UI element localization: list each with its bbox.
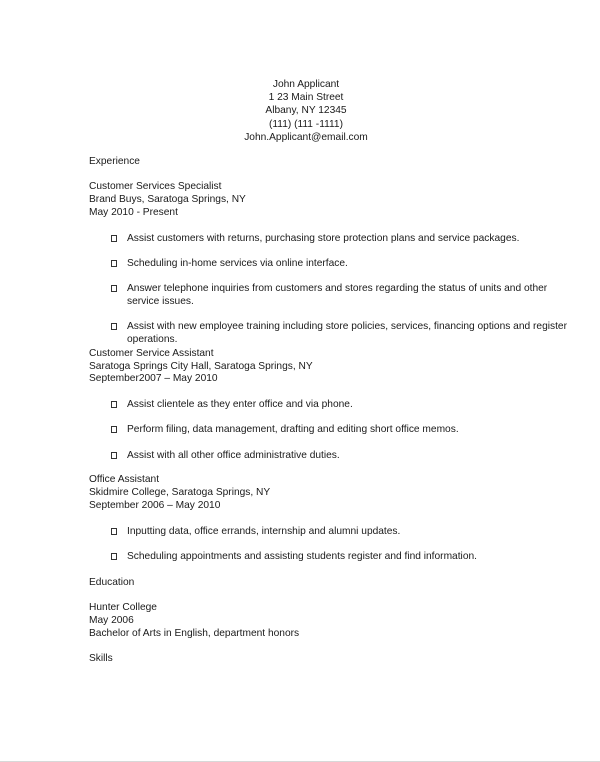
duty-item: Assist clientele as they enter office and via phone. — [89, 399, 569, 412]
job-dates: September2007 – May 2010 — [89, 373, 218, 385]
bullet-box-icon — [111, 553, 117, 560]
job-entry — [89, 348, 569, 463]
graduation-date: May 2006 — [89, 615, 134, 627]
duty-item: Scheduling in-home services via online interface. — [89, 258, 569, 271]
job-duties — [89, 399, 569, 462]
duty-item: Scheduling appointments and assisting students register and find information. — [89, 551, 569, 564]
job-dates: May 2010 - Present — [89, 207, 178, 219]
bullet-box-icon — [111, 401, 117, 408]
education-heading: Education — [89, 576, 135, 588]
bullet-box-icon — [111, 260, 117, 267]
job-organization: Brand Buys, Saratoga Springs, NY — [89, 194, 246, 206]
job-title: Customer Service Assistant — [89, 347, 214, 359]
degree: Bachelor of Arts in English, department honors — [89, 627, 300, 639]
school-name: Hunter College — [89, 602, 157, 614]
job-entry — [89, 474, 569, 563]
duty-item: Assist with all other office administrative duties. — [89, 450, 569, 463]
contact-header — [0, 78, 600, 144]
job-organization: Saratoga Springs City Hall, Saratoga Springs, NY — [89, 360, 313, 372]
education-entry — [89, 602, 569, 640]
job-duties — [89, 233, 569, 347]
bullet-box-icon — [111, 285, 117, 292]
job-title: Customer Services Specialist — [89, 181, 222, 193]
phone-number: (111) (111 -1111) — [269, 118, 343, 130]
duty-item: Perform filing, data management, drafting and editing short office memos. — [89, 424, 569, 437]
duty-item: Assist customers with returns, purchasing store protection plans and service packages. — [89, 233, 569, 246]
bullet-box-icon — [111, 323, 117, 330]
experience-heading: Experience — [89, 156, 140, 167]
job-dates: September 2006 – May 2010 — [89, 499, 221, 511]
duty-item: Answer telephone inquiries from customers and stores regarding the status of units and other service issues. — [89, 283, 569, 309]
job-organization: Skidmire College, Saratoga Springs, NY — [89, 487, 271, 499]
duty-item: Inputting data, office errands, internship and alumni updates. — [89, 526, 569, 539]
job-duties — [89, 526, 569, 564]
bullet-box-icon — [111, 426, 117, 433]
bullet-box-icon — [111, 452, 117, 459]
bullet-box-icon — [111, 528, 117, 535]
city-state-zip: Albany, NY 12345 — [265, 105, 347, 117]
job-title: Office Assistant — [89, 474, 160, 486]
duty-item: Assist with new employee training including store policies, services, financing options and register operations. — [89, 321, 569, 347]
email-address: John.Applicant@email.com — [244, 131, 368, 143]
bullet-box-icon — [111, 235, 117, 242]
applicant-name: John Applicant — [272, 79, 340, 90]
street-address: 1 23 Main Street — [268, 92, 344, 104]
job-entry — [89, 181, 569, 346]
resume-body — [89, 156, 569, 666]
skills-heading: Skills — [89, 653, 113, 665]
